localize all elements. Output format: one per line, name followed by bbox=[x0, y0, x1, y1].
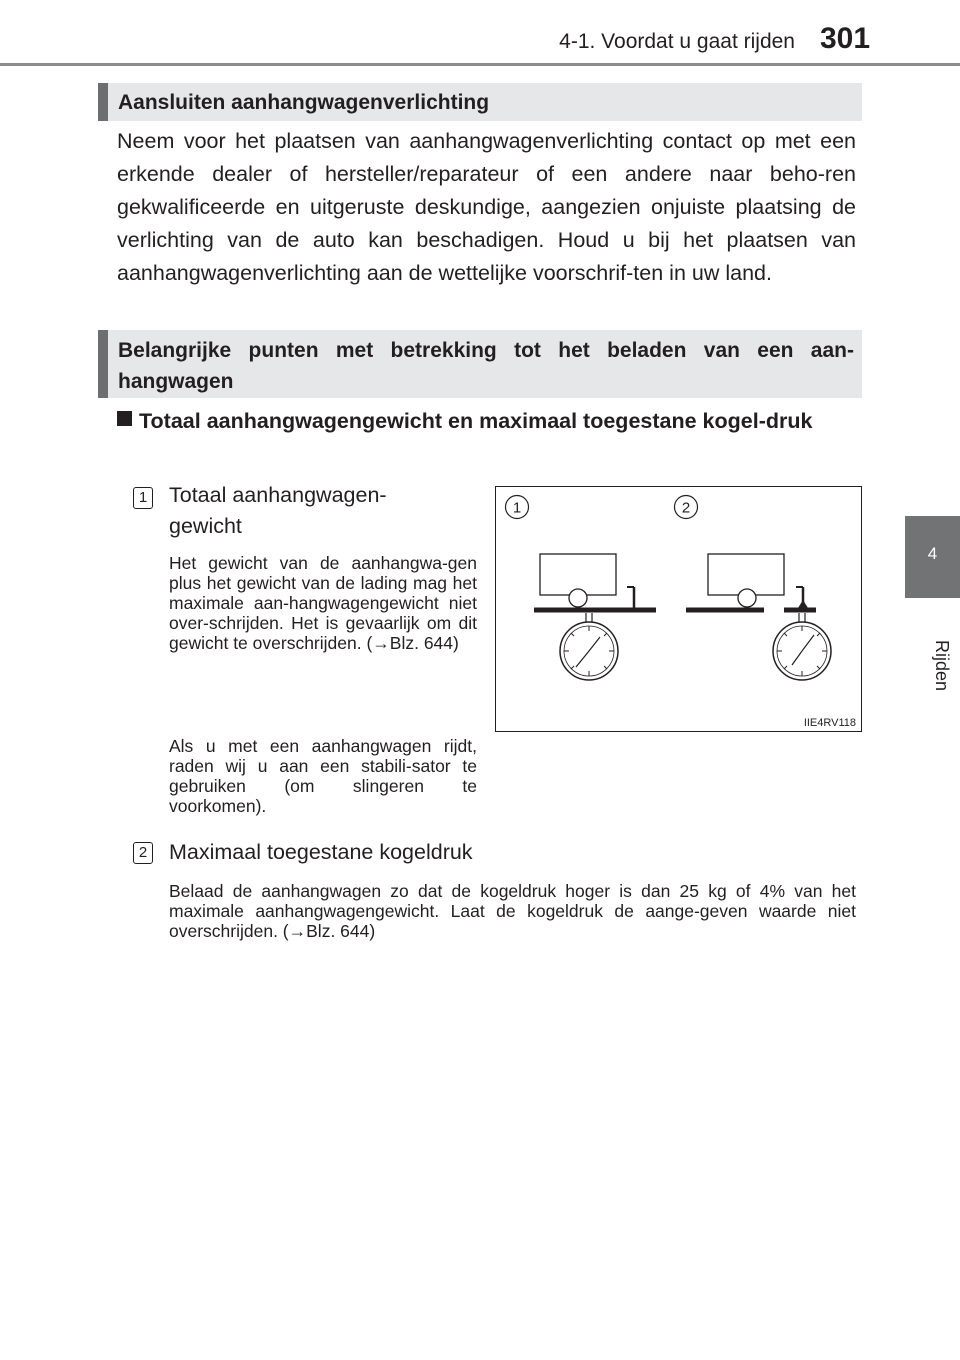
section-heading-text: Aansluiten aanhangwagenverlichting bbox=[118, 91, 490, 114]
chapter-number: 4 bbox=[927, 544, 938, 563]
figure-code: IIE4RV118 bbox=[803, 717, 856, 729]
item2-title: Maximaal toegestane kogeldruk bbox=[169, 840, 473, 864]
trailer-lighting-paragraph: Neem voor het plaatsen van aanhangwagenverlichting contact op met een erkende dealer of hersteller/reparateur of een andere naar beho-ren gekwalificeerde en uitgeruste deskundige, aangezien onjuiste plaatsing de verlichting van de auto kan beschadigen. Houd u bij het plaatsen van aanhangwagenverlichting aan de wettelijke voorschrif-ten in uw land. bbox=[117, 129, 856, 285]
trailer-wheel-icon bbox=[569, 589, 587, 607]
section-heading-trailer-lighting bbox=[98, 83, 862, 121]
trailer-weight-illustration bbox=[495, 486, 862, 732]
trailer-on-scale-right bbox=[686, 554, 831, 680]
subheading-total-weight bbox=[117, 406, 856, 437]
item1-paragraph-1: Het gewicht van de aanhangwa-gen plus het gewicht van de lading mag het maximale aan-hangwagengewicht niet over-schrijden. Het is gevaarlijk om dit gewicht te overschrijden. (→Blz. 644) bbox=[169, 553, 477, 653]
trailer-wheel-icon bbox=[738, 589, 756, 607]
item-number-badge-2: 2 bbox=[133, 842, 153, 864]
page-number: 301 bbox=[820, 22, 871, 55]
item-number-badge-1: 1 bbox=[133, 487, 153, 509]
figure-label-1 bbox=[506, 496, 529, 519]
item1-paragraph-2: Als u met een aanhangwagen rijdt, raden wij u aan een stabili-sator te gebruiken (om slingeren te voorkomen). bbox=[169, 736, 477, 816]
subheading-text: Totaal aanhangwagengewicht en maximaal toegestane kogel-druk bbox=[139, 409, 813, 433]
illustration-svg bbox=[496, 487, 863, 733]
section-heading-text: Belangrijke punten met betrekking tot het beladen van een aan-hangwagen bbox=[118, 339, 854, 393]
figure-label-2-text: 2 bbox=[681, 499, 691, 517]
header-divider bbox=[0, 63, 960, 66]
scale-gauge-icon bbox=[773, 622, 831, 680]
figure-label-1-text: 1 bbox=[512, 499, 522, 517]
section-heading-loading-points bbox=[98, 330, 862, 398]
item1-title: Totaal aanhangwagen-gewicht bbox=[169, 483, 387, 538]
item2-paragraph: Belaad de aanhangwagen zo dat de kogeldruk hoger is dan 25 kg of 4% van het maximale aanhangwagengewicht. Laat de kogeldruk de aange-geven waarde niet overschrijden. (→Blz. 644) bbox=[169, 881, 856, 941]
header-section-title: 4-1. Voordat u gaat rijden bbox=[559, 30, 795, 53]
chapter-label: Rijden bbox=[932, 640, 952, 692]
figure-label-2 bbox=[675, 496, 698, 519]
chapter-tab[interactable] bbox=[905, 516, 960, 598]
trailer-on-scale-left bbox=[534, 554, 656, 680]
scale-gauge-icon bbox=[560, 622, 618, 680]
square-bullet-icon bbox=[117, 411, 132, 426]
